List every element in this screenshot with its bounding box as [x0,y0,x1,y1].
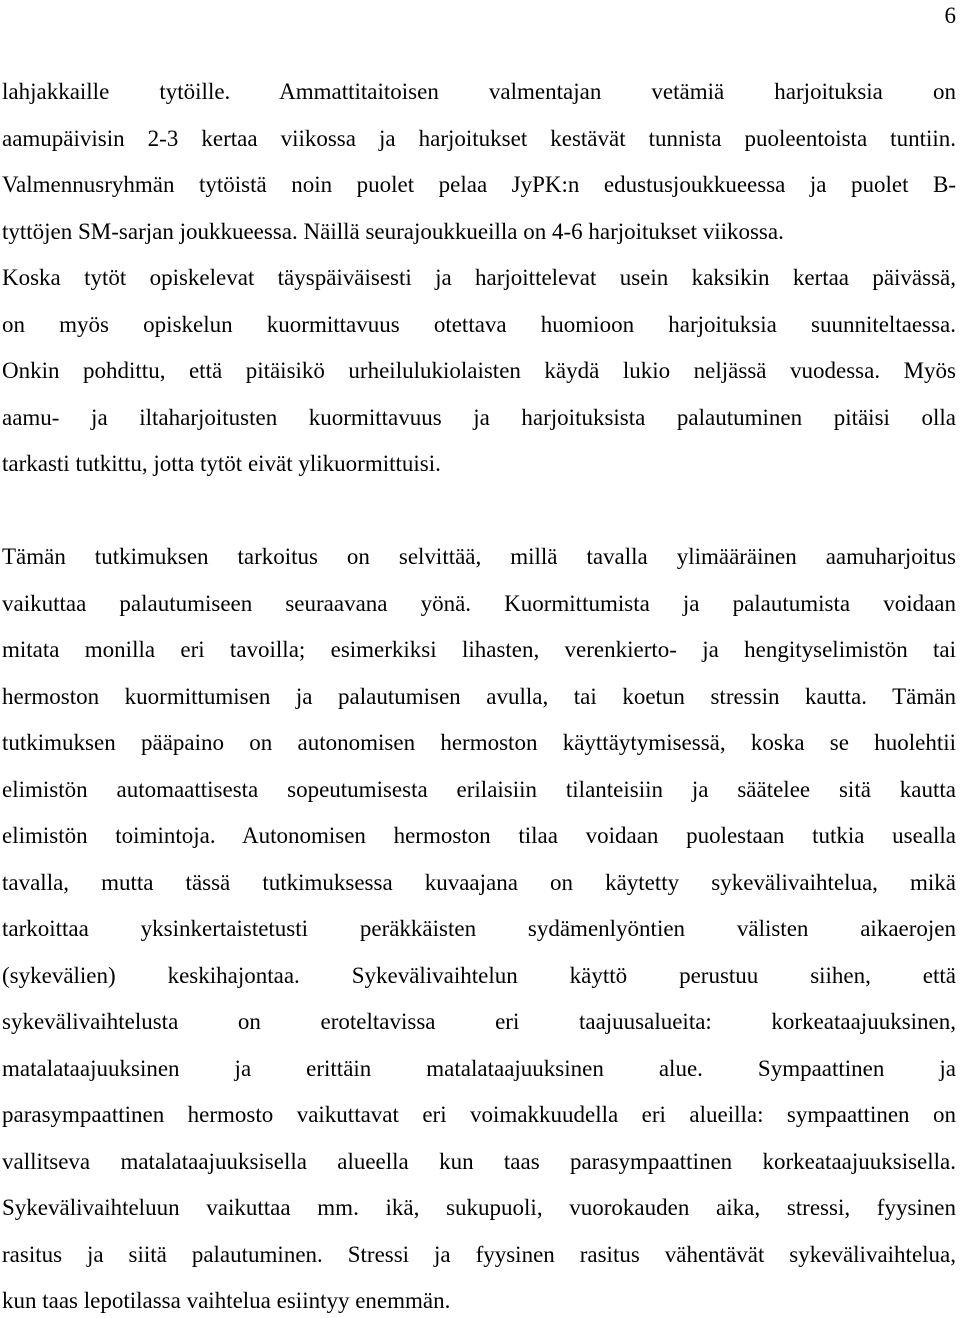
text-line: tarkasti tutkittu, jotta tytöt eivät ylikuormittuisi. [2,451,441,476]
text-line: Valmennusryhmän tytöistä noin puolet pelaa JyPK:n edustusjoukkueessa ja puolet B- [2,172,956,197]
text-line: tavalla, mutta tässä tutkimuksessa kuvaajana on käytetty sykevälivaihtelua, mikä [2,870,956,895]
text-line: mitata monilla eri tavoilla; esimerkiksi lihasten, verenkierto- ja hengityselimistön tai [2,637,956,662]
text-line: on myös opiskelun kuormittavuus otettava huomioon harjoituksia suunniteltaessa. [2,312,956,337]
text-line: matalataajuuksinen ja erittäin matalataajuuksinen alue. Sympaattinen ja [2,1056,956,1081]
text-line: aamu- ja iltaharjoitusten kuormittavuus ja harjoituksista palautuminen pitäisi olla [2,405,956,430]
text-line: lahjakkaille tytöille. Ammattitaitoisen valmentajan vetämiä harjoituksia on [2,79,956,104]
text-line: elimistön automaattisesta sopeutumisesta erilaisiin tilanteisiin ja säätelee sitä kautta [2,777,956,802]
text-line: rasitus ja siitä palautuminen. Stressi ja fyysinen rasitus vähentävät sykevälivaihtelua, [2,1242,956,1267]
text-line: vallitseva matalataajuuksisella alueella kun taas parasympaattinen korkeataajuuksisella. [2,1149,956,1174]
text-line: tutkimuksen pääpaino on autonomisen hermoston käyttäytymisessä, koska se huolehtii [2,730,956,755]
page-number: 6 [944,3,956,28]
text-line: Sykevälivaihteluun vaikuttaa mm. ikä, sukupuoli, vuorokauden aika, stressi, fyysinen [2,1195,956,1220]
text-line: parasympaattinen hermosto vaikuttavat eri voimakkuudella eri alueilla: sympaattinen on [2,1102,956,1127]
text-line: tarkoittaa yksinkertaistetusti peräkkäisten sydämenlyöntien välisten aikaerojen [2,916,956,941]
text-line: kun taas lepotilassa vaihtelua esiintyy enemmän. [2,1288,451,1313]
text-line: sykevälivaihtelusta on eroteltavissa eri taajuusalueita: korkeataajuuksinen, [2,1009,956,1034]
text-line: Tämän tutkimuksen tarkoitus on selvittää, millä tavalla ylimääräinen aamuharjoitus [2,544,956,569]
text-line: vaikuttaa palautumiseen seuraavana yönä. Kuormittumista ja palautumista voidaan [2,591,956,616]
text-line: Koska tytöt opiskelevat täyspäiväisesti ja harjoittelevat usein kaksikin kertaa päivässä, [2,265,956,290]
text-line: (sykevälien) keskihajontaa. Sykevälivaihtelun käyttö perustuu siihen, että [2,963,956,988]
text-line: elimistön toimintoja. Autonomisen hermoston tilaa voidaan puolestaan tutkia usealla [2,823,956,848]
text-line: hermoston kuormittumisen ja palautumisen avulla, tai koetun stressin kautta. Tämän [2,684,956,709]
text-line: tyttöjen SM-sarjan joukkueessa. Näillä seurajoukkueilla on 4-6 harjoitukset viikossa. [2,219,784,244]
text-line: Onkin pohdittu, että pitäisikö urheilulukiolaisten käydä lukio neljässä vuodessa. Myös [2,358,956,383]
text-line: aamupäivisin 2-3 kertaa viikossa ja harjoitukset kestävät tunnista puoleentoista tuntiin. [2,126,956,151]
